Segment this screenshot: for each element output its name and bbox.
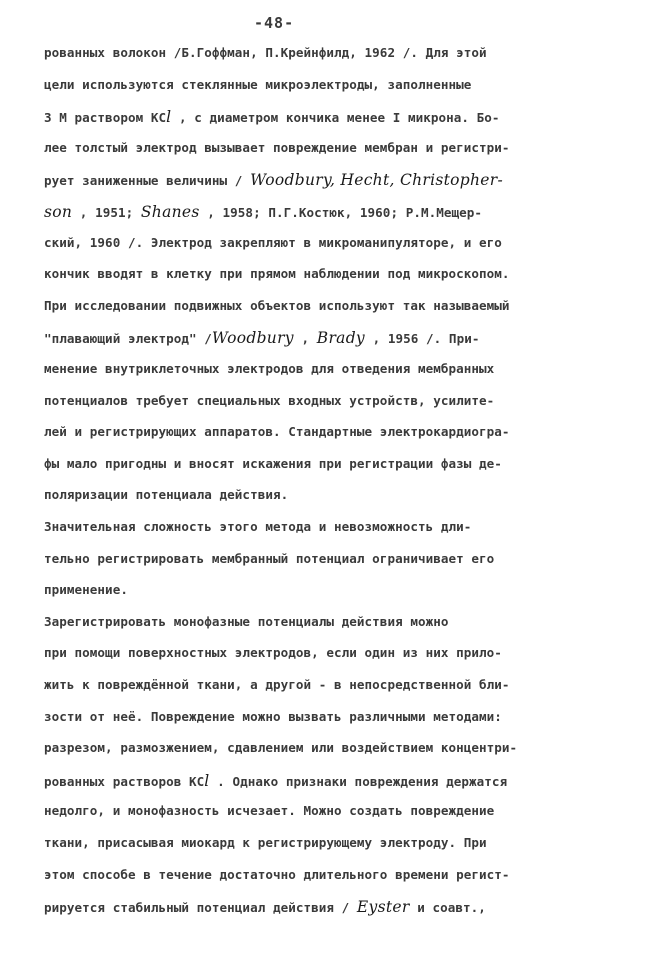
handwritten-text: l — [204, 771, 210, 790]
typed-text: , — [293, 331, 317, 347]
typed-text: при помощи поверхностных электродов, если один из них прило- — [44, 645, 502, 661]
typed-text: Значительная сложность этого метода и невозможность дли- — [44, 519, 472, 534]
typed-text: рует заниженные величины / — [44, 173, 251, 189]
text-line — [44, 108, 500, 126]
text-line — [44, 614, 449, 629]
text-line — [44, 645, 502, 660]
text-line — [44, 551, 494, 566]
typed-text: ский, 1960 /. Электрод закрепляют в микроманипуляторе, и его — [44, 234, 502, 250]
text-line — [44, 835, 487, 850]
text-line — [44, 203, 482, 221]
typed-text: ткани, присасывая миокард к регистрирующему электроду. При — [44, 835, 487, 850]
typed-text: лее толстый электрод вызывает повреждение мембран и регистри- — [44, 139, 510, 155]
typed-text: , 1958; П.Г.Костюк, 1960; Р.М.Мещер- — [199, 205, 483, 220]
text-line — [44, 424, 510, 439]
text-line — [44, 140, 510, 155]
typed-text: применение. — [44, 582, 128, 598]
text-line — [44, 266, 510, 281]
handwritten-text: l — [166, 108, 172, 127]
text-line — [44, 803, 494, 818]
typed-text: Зарегистрировать монофазные потенциалы действия можно — [44, 613, 449, 629]
typed-text: рируется стабильный потенциал действия / — [44, 900, 357, 916]
handwritten-text: Shanes — [140, 203, 200, 221]
text-line — [44, 77, 471, 92]
text-line — [44, 393, 494, 408]
handwritten-text: Brady — [316, 329, 365, 348]
typed-text: При исследовании подвижных объектов используют так называемый — [44, 297, 510, 313]
typed-text: . Однако признаки повреждения держатся — [209, 773, 508, 789]
typed-text: потенциалов требует специальных входных устройств, усилите- — [44, 392, 495, 408]
typed-text: и соавт., — [409, 900, 486, 916]
handwritten-text: son — [44, 203, 73, 221]
text-line — [44, 519, 471, 534]
text-line — [44, 361, 494, 376]
text-line — [44, 298, 510, 313]
handwritten-text: Woodbury, Hecht, Christopher- — [250, 171, 503, 190]
text-line — [44, 898, 486, 916]
typed-text: недолго, и монофазность исчезает. Можно создать повреждение — [44, 803, 495, 819]
typed-text: кончик вводят в клетку при прямом наблюдении под микроскопом. — [44, 266, 510, 282]
typed-text: "плавающий электрод" / — [44, 331, 212, 347]
text-line — [44, 235, 502, 250]
text-line — [44, 487, 288, 502]
text-line — [44, 772, 507, 790]
text-line — [44, 867, 510, 882]
typed-text: тельно регистрировать мембранный потенциал ограничивает его — [44, 550, 495, 566]
text-line — [44, 677, 510, 692]
typed-text: жить к повреждённой ткани, а другой - в непосредственной бли- — [44, 677, 510, 692]
typed-text: рованных растворов КС — [44, 773, 205, 789]
text-line — [44, 45, 487, 60]
page-number: -48- — [254, 14, 295, 32]
typed-text: , с диаметром кончика менее I микрона. Бо- — [171, 110, 500, 126]
typed-text: , 1951; — [72, 205, 141, 220]
text-line — [44, 582, 128, 597]
typed-text: цели используются стеклянные микроэлектроды, заполненные — [44, 76, 472, 92]
typed-text: рованных волокон /Б.Гоффман, П.Крейнфилд, 1962 /. Для этой — [44, 45, 487, 60]
typed-text: разрезом, размозжением, сдавлением или воздействием концентри- — [44, 740, 518, 756]
text-line — [44, 709, 502, 724]
typed-text: зости от неё. Повреждение можно вызвать различными методами: — [44, 708, 502, 724]
text-line — [44, 171, 503, 189]
typed-text: фы мало пригодны и вносят искажения при регистрации фазы де- — [44, 455, 502, 471]
text-line — [44, 456, 502, 471]
typed-text: этом способе в течение достаточно длительного времени регист- — [44, 866, 510, 882]
typed-text: лей и регистрирующих аппаратов. Стандартные электрокардиогра- — [44, 424, 510, 440]
text-line — [44, 329, 479, 347]
text-line — [44, 740, 517, 755]
handwritten-text: Woodbury — [211, 329, 294, 348]
handwritten-text: Eyster — [356, 898, 410, 917]
typed-text: поляризации потенциала действия. — [44, 487, 289, 503]
typed-text: 3 М раствором КС — [44, 110, 167, 126]
typed-text: менение внутриклеточных электродов для отведения мембранных — [44, 361, 495, 376]
typed-text: , 1956 /. При- — [364, 331, 480, 347]
